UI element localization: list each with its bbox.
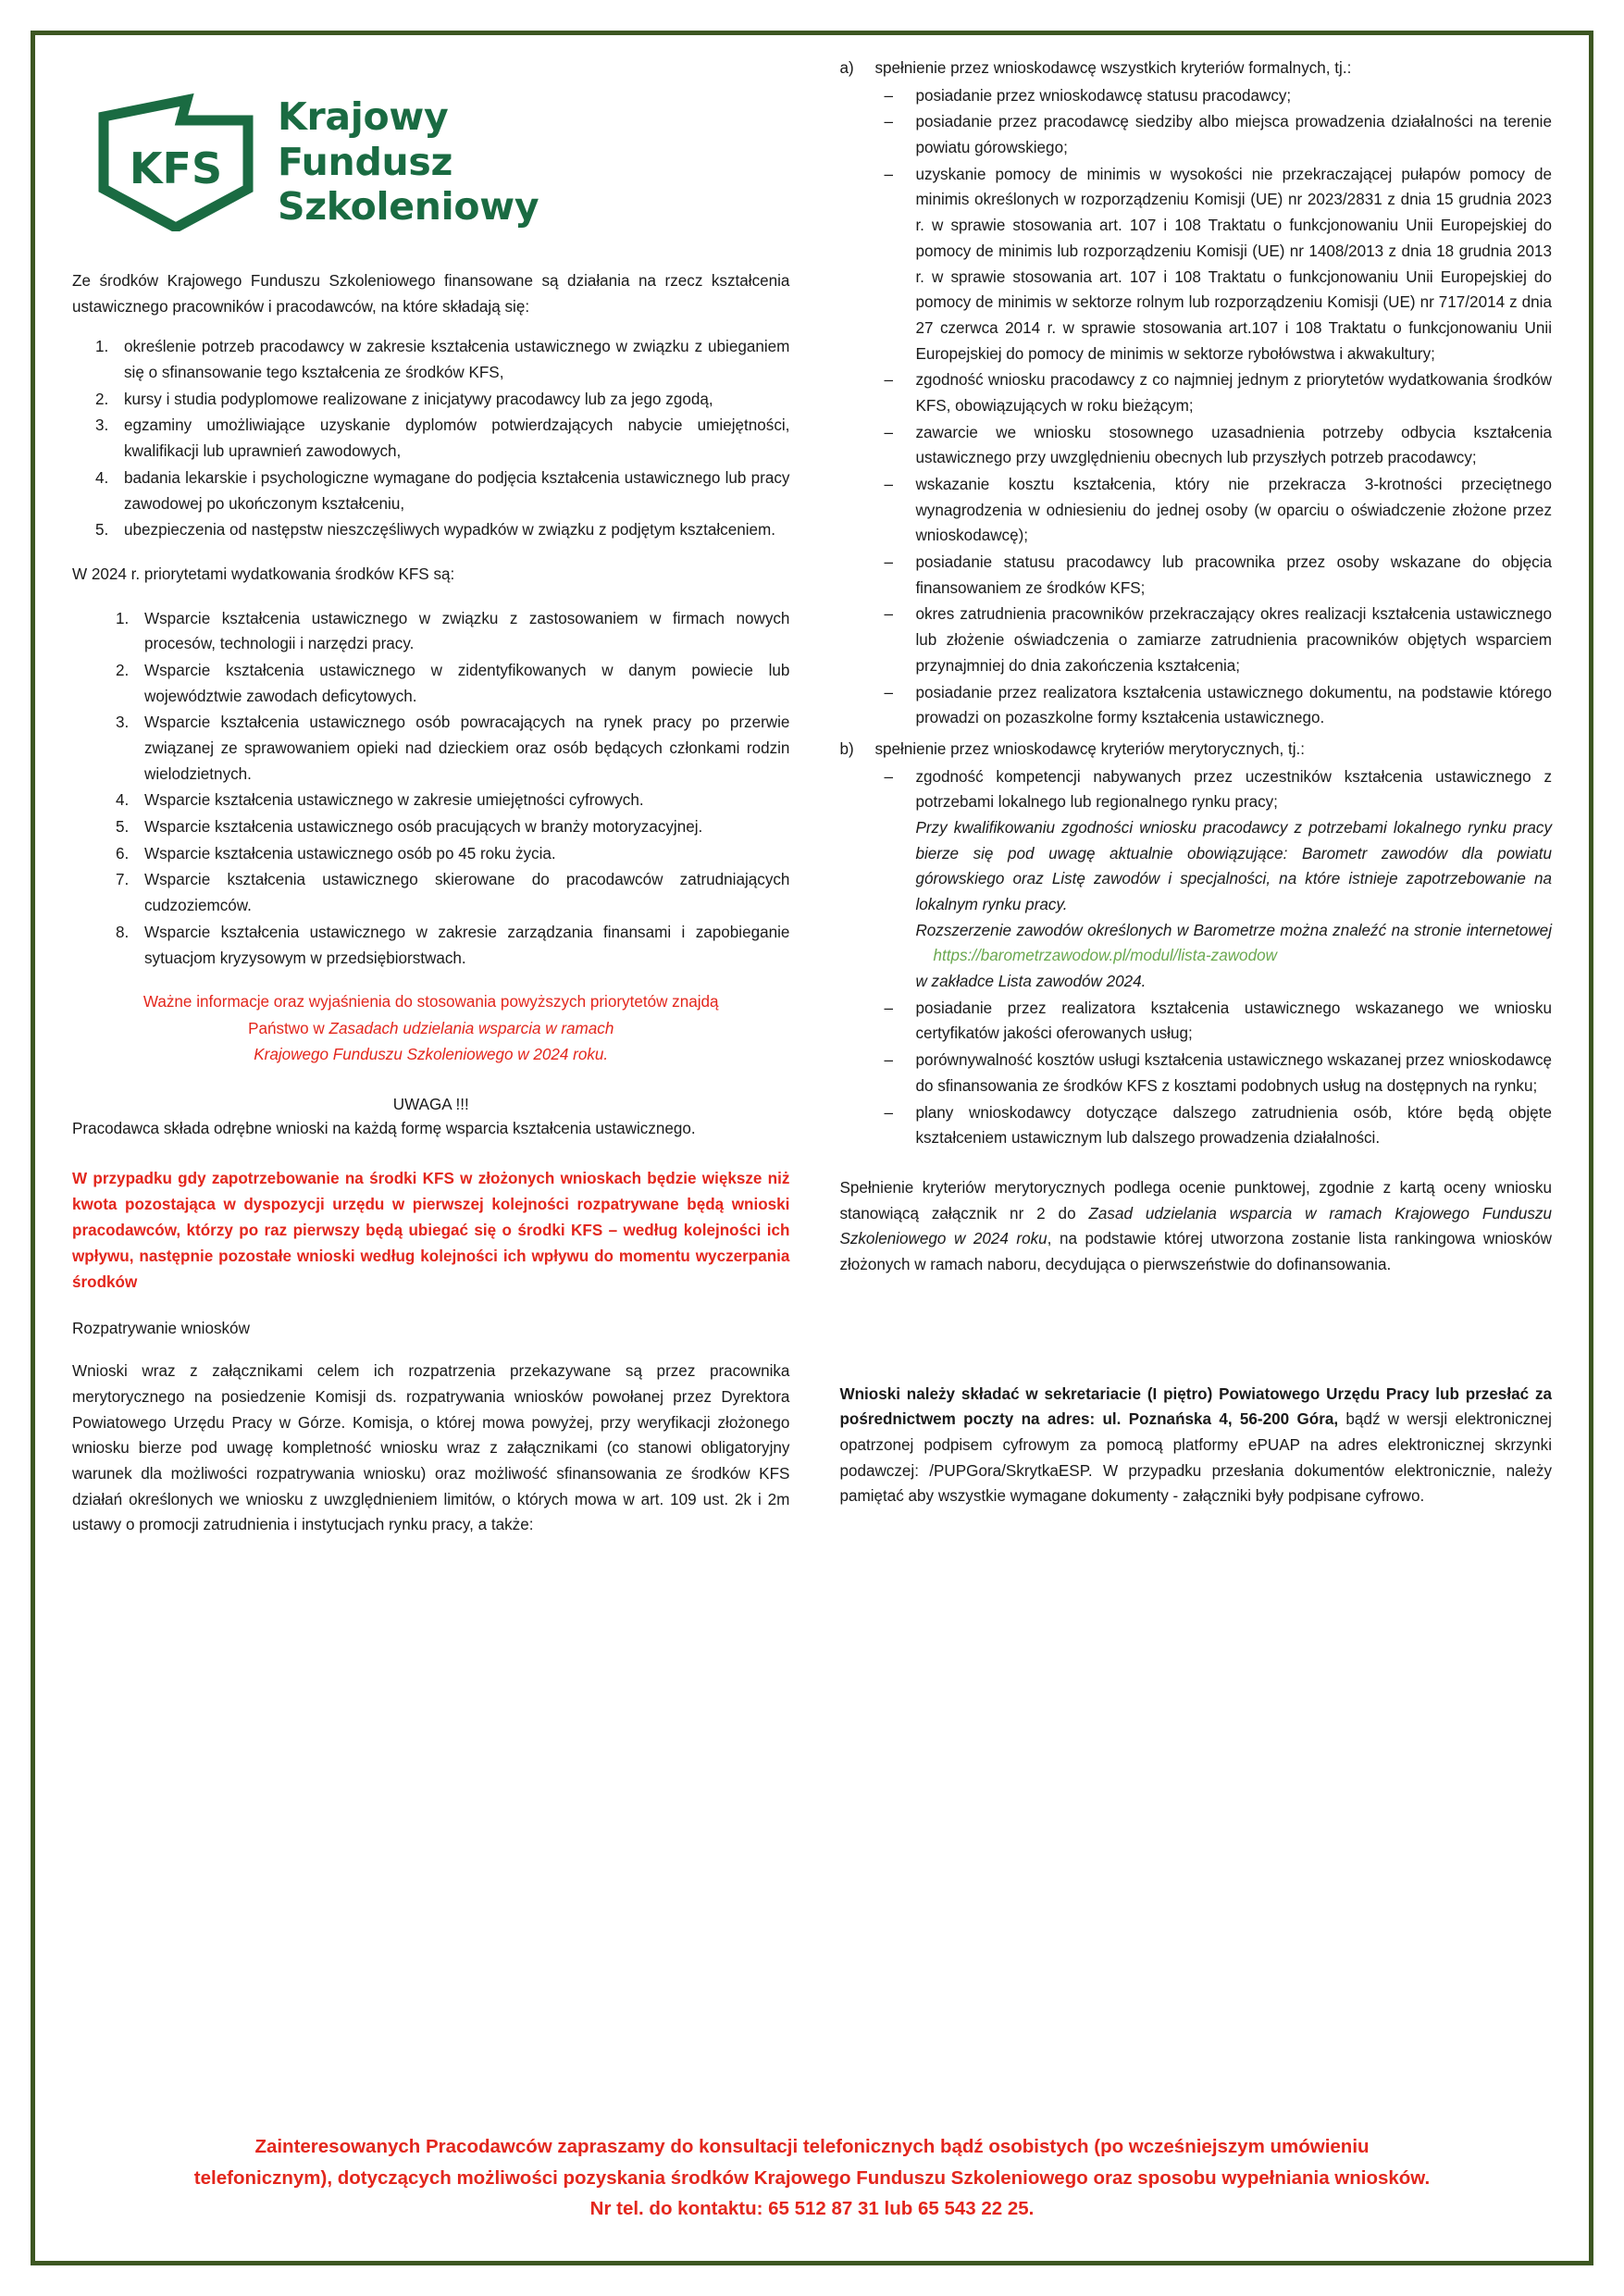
- important-note-red: [72, 989, 789, 1068]
- priorities-list: [72, 606, 789, 972]
- merit-note-italic-a: Przy kwalifikowaniu zgodności wniosku pracodawcy z potrzebami lokalnego rynku pracy bierze się pod uwagę aktualnie obowiązujące: Barometr zawodów dla powiatu górowskiego oraz Listę zawodów i specjalności, na które istnieje zapotrzebowanie na lokalnym rynku pracy.: [915, 818, 1552, 913]
- footer-line-1: Zainteresowanych Pracodawców zapraszamy do konsultacji telefonicznych bądź osobistych (po wcześniejszym umówieniu: [254, 2136, 1370, 2158]
- criteria-b-text: spełnienie przez wnioskodawcę kryteriów merytorycznych, tj.:: [874, 739, 1305, 758]
- list-item: – plany wnioskodawcy dotyczące dalszego zatrudnienia osób, które będą objęte kształceniem ustawicznym lub dalszego prowadzenia działalności.: [884, 1100, 1552, 1151]
- criteria-item-a: [839, 56, 1552, 81]
- logo-line-1: Krajowy: [278, 94, 449, 140]
- scoring-paragraph: [839, 1175, 1552, 1278]
- list-item: – porównywalność kosztów usługi kształcenia ustawicznego wskazanej przez wnioskodawcę do sfinansowania ze środków KFS z kosztami podobnych usług na dostępnych na rynku;: [884, 1048, 1552, 1098]
- list-item: 4. badania lekarskie i psychologiczne wymagane do podjęcia kształcenia ustawicznego lub pracy zawodowej po ukończonym kształceniu,: [113, 465, 789, 516]
- left-column: [72, 56, 795, 2240]
- formal-criteria-list: [839, 83, 1552, 731]
- uwaga-heading: UWAGA !!!: [392, 1096, 469, 1114]
- processing-paragraph: Wnioski wraz z załącznikami celem ich rozpatrzenia przekazywane są przez pracownika merytorycznego na posiedzenie Komisji ds. rozpatrywania wniosków powołanej przez Dyrektora Powiatowego Urzędu Pracy w Górze. Komisja, o której mowa powyżej, przy weryfikacji złożonego wniosku bierze pod uwagę kompletność wniosku wraz z załącznikami (co stanowi obligatoryjny warunek dla możliwości rozpatrywania wniosku) oraz możliwość sfinansowania ze środków KFS działań określonych we wniosku z uwzględnieniem limitów, o których mowa w art. 109 ust. 2k i 2m ustawy o promocji zatrudnienia i instytucjach rynku pracy, a także:: [72, 1362, 790, 1534]
- merit-note-suffix: w zakładce Lista zawodów 2024.: [915, 973, 1147, 991]
- merit-main-text: zgodność kompetencji nabywanych przez uczestników kształcenia ustawicznego z potrzebami lokalnego lub regionalnego rynku pracy;: [915, 767, 1552, 812]
- list-item: – posiadanie przez realizatora kształcenia ustawicznego wskazanego we wniosku certyfikatów jakości oferowanych usług;: [884, 996, 1552, 1047]
- kfs-logo: [72, 56, 789, 268]
- merit-note-italic-b: [915, 918, 1552, 995]
- submission-paragraph: [839, 1382, 1552, 1509]
- barometr-zawodow-link[interactable]: https://barometrzawodow.pl/modul/lista-zawodow: [933, 947, 1277, 965]
- list-item: 3. Wsparcie kształcenia ustawicznego osób powracających na rynek pracy po przerwie związanej ze sprawowaniem opieki nad dzieckiem oraz osób będących członkami rodzin wielodzietnych.: [133, 710, 789, 787]
- list-item: – posiadanie statusu pracodawcy lub pracownika przez osoby wskazane do objęcia finansowaniem ze środków KFS;: [884, 550, 1552, 601]
- list-item: 7. Wsparcie kształcenia ustawicznego skierowane do pracodawców zatrudniających cudzoziemców.: [133, 867, 789, 918]
- criteria-a-text: spełnienie przez wnioskodawcę wszystkich kryteriów formalnych, tj.:: [874, 59, 1352, 77]
- list-item: 1. określenie potrzeb pracodawcy w zakresie kształcenia ustawicznego w związku z ubieganiem się o sfinansowanie tego kształcenia ze środków KFS,: [113, 334, 789, 385]
- kfs-logo-wordmark: [278, 94, 539, 229]
- list-item: – wskazanie kosztu kształcenia, który nie przekracza 3-krotności przeciętnego wynagrodzenia w odniesieniu do jednej osoby (w oparciu o oświadczenie złożone przez wnioskodawcę);: [884, 472, 1552, 549]
- uwaga-paragraph: Pracodawca składa odrębne wnioski na każdą formę wsparcia kształcenia ustawicznego.: [72, 1120, 696, 1138]
- footer-line-3: Nr tel. do kontaktu: 65 512 87 31 lub 65 543 22 25.: [589, 2197, 1035, 2219]
- criteria-item-b: [839, 737, 1552, 763]
- list-item: – uzyskanie pomocy de minimis w wysokości nie przekraczającej pułapów pomocy de minimis określonych w rozporządzeniu Komisji (UE) nr 2023/2831 z dnia 15 grudnia 2023 r. w sprawie stosowania art. 107 i 108 Traktatu o funkcjonowaniu Unii Europejskiej do pomocy de minimis lub rozporządzeniu Komisji (UE) nr 1408/2013 z dnia 18 grudnia 2013 r. w sprawie stosowania art. 107 i 108 Traktatu o funkcjonowaniu Unii Europejskiej do pomocy de minimis w sektorze rolnym lub rozporządzeniu Komisji (UE) nr 717/2014 z dnia 27 czerwca 2014 r. w sprawie stosowania art.107 i 108 Traktatu o funkcjonowaniu Unii Europejskiej do pomocy de minimis w sektorze rybołówstwa i akwakultury;: [884, 162, 1552, 367]
- merit-criteria-list: [839, 764, 1552, 1151]
- note-line-3-italic: Krajowego Funduszu Szkoleniowego w 2024 roku.: [254, 1045, 609, 1063]
- right-column: [828, 56, 1552, 2240]
- list-item: 1. Wsparcie kształcenia ustawicznego w związku z zastosowaniem w firmach nowych procesów, technologii i narzędzi pracy.: [133, 606, 789, 657]
- note-line-1: Ważne informacje oraz wyjaśnienia do stosowania powyższych priorytetów znajdą: [143, 993, 719, 1011]
- note-line-2-prefix: Państwo w: [248, 1019, 329, 1037]
- svg-text:KFS: KFS: [129, 143, 223, 193]
- scoring-text-italic: Zasad udzielania wsparcia w ramach Krajowego Funduszu Szkoleniowego w 2024 roku: [839, 1204, 1552, 1248]
- list-item: 2. Wsparcie kształcenia ustawicznego w zidentyfikowanych w danym powiecie lub województwie zawodach deficytowych.: [133, 658, 789, 709]
- scoring-text-2: , na podstawie której utworzona zostanie lista rankingowa wniosków złożonych w ramach naboru, decydująca o pierwszeństwie do dofinansowania.: [839, 1230, 1552, 1273]
- list-item: 6. Wsparcie kształcenia ustawicznego osób po 45 roku życia.: [133, 841, 789, 867]
- intro-paragraph: Ze środków Krajowego Funduszu Szkoleniowego finansowane są działania na rzecz kształcenia ustawicznego pracowników i pracodawców, na które składają się:: [72, 272, 790, 316]
- submission-rest-text: bądź w wersji elektronicznej opatrzonej podpisem cyfrowym za pomocą platformy ePUAP na adres elektronicznej skrzynki podawczej: /PUPGora/SkrytkaESP. W przypadku przesłania dokumentów elektronicznie, należy pamiętać aby wszystkie wymagane dokumenty - załączniki były podpisane cyfrowo.: [839, 1410, 1552, 1506]
- scoring-text-1: Spełnienie kryteriów merytorycznych podlega ocenie punktowej, zgodnie z kartą oceny wniosku stanowiącą załącznik nr 2 do: [839, 1178, 1552, 1222]
- list-item: – zgodność wniosku pracodawcy z co najmniej jednym z priorytetów wydatkowania środków KFS, obowiązujących w roku bieżącym;: [884, 367, 1552, 418]
- scope-list: [72, 334, 789, 543]
- priorities-heading: W 2024 r. priorytetami wydatkowania środków KFS są:: [72, 565, 455, 583]
- list-item: 5. ubezpieczenia od następstw nieszczęśliwych wypadków w związku z podjętym kształceniem.: [113, 517, 789, 543]
- logo-line-2: Fundusz: [278, 139, 453, 184]
- criteria-a-marker: a): [839, 59, 854, 77]
- criteria-b-marker: b): [839, 739, 854, 758]
- list-item: 8. Wsparcie kształcenia ustawicznego w zakresie zarządzania finansami i zapobieganie sytuacjom kryzysowym w przedsiębiorstwach.: [133, 920, 789, 971]
- merit-note-prefix: Rozszerzenie zawodów określonych w Barometrze można znaleźć na stronie internetowej: [915, 921, 1552, 939]
- footer-contact-note: [72, 2131, 1552, 2224]
- list-item: – posiadanie przez realizatora kształcenia ustawicznego dokumentu, na podstawie którego prowadzi on pozaszkolne formy kształcenia ustawicznego.: [884, 680, 1552, 731]
- list-item: 5. Wsparcie kształcenia ustawicznego osób pracujących w branży motoryzacyjnej.: [133, 814, 789, 840]
- list-item: – posiadanie przez pracodawcę siedziby albo miejsca prowadzenia działalności na terenie powiatu górowskiego;: [884, 109, 1552, 160]
- submission-bold-text: Wnioski należy składać w sekretariacie (I piętro) Powiatowego Urzędu Pracy lub przesłać za pośrednictwem poczty na adres: ul. Poznańska 4, 56-200 Góra,: [839, 1384, 1552, 1429]
- processing-heading: Rozpatrywanie wniosków: [72, 1320, 250, 1338]
- list-item: 3. egzaminy umożliwiające uzyskanie dyplomów potwierdzających nabycie umiejętności, kwalifikacji lub uprawnień zawodowych,: [113, 413, 789, 464]
- list-item: 2. kursy i studia podyplomowe realizowane z inicjatywy pracodawcy lub za jego zgodą,: [113, 387, 789, 413]
- list-item: – okres zatrudnienia pracowników przekraczający okres realizacji kształcenia ustawicznego lub złożenie oświadczenia o zamiarze zatrudnienia pracowników objętych wsparciem przynajmniej do dnia zakończenia kształcenia;: [884, 602, 1552, 678]
- note-line-2-italic: Zasadach udzielania wsparcia w ramach: [329, 1019, 614, 1037]
- logo-line-3: Szkoleniowy: [278, 184, 539, 230]
- list-item: – zawarcie we wniosku stosownego uzasadnienia potrzeby odbycia kształcenia ustawicznego przy uwzględnieniu obecnych lub przyszłych potrzeb pracodawcy;: [884, 420, 1552, 471]
- kfs-shield-icon: [98, 93, 254, 231]
- footer-line-2: telefonicznym), dotyczących możliwości pozyskania środków Krajowego Funduszu Szkoleniowego oraz sposobu wypełniania wniosków.: [193, 2166, 1431, 2189]
- document-content: [72, 56, 1552, 2240]
- list-item-with-notes: [884, 764, 1552, 995]
- list-item: 4. Wsparcie kształcenia ustawicznego w zakresie umiejętności cyfrowych.: [133, 788, 789, 813]
- list-item: – posiadanie przez wnioskodawcę statusu pracodawcy;: [884, 83, 1552, 109]
- priority-rule-red-paragraph: W przypadku gdy zapotrzebowanie na środki KFS w złożonych wnioskach będzie większe niż kwota pozostająca w dyspozycji urzędu w pierwszej kolejności rozpatrywane będą wnioski pracodawców, którzy po raz pierwszy będą ubiegać się o środki KFS – według kolejności ich wpływu, następnie pozostałe wnioski według kolejności ich wpływu do momentu wyczerpania środków: [72, 1170, 790, 1292]
